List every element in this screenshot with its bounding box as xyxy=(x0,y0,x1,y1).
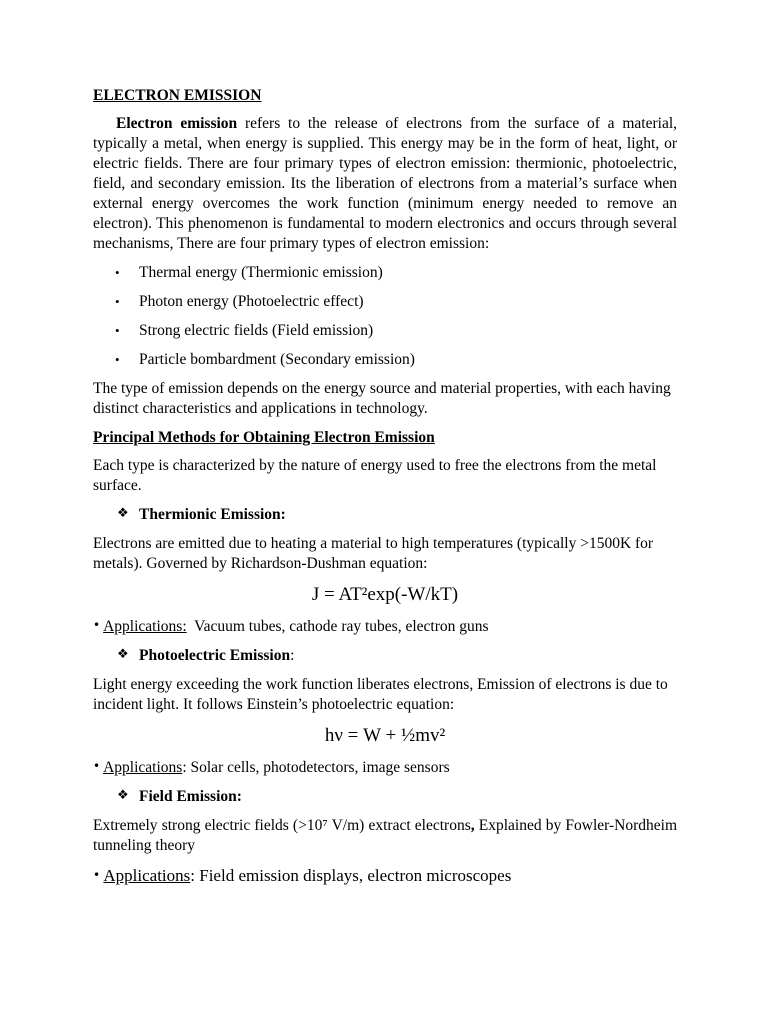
document-title: ELECTRON EMISSION xyxy=(93,87,262,104)
diamond-bullet-icon: ❖ xyxy=(117,788,129,803)
bullet-icon: • xyxy=(93,618,101,632)
photoelectric-heading: ❖ Photoelectric Emission: xyxy=(117,647,295,664)
thermionic-heading: ❖ Thermionic Emission: xyxy=(117,506,286,523)
list-item: • Strong electric fields (Field emission) xyxy=(115,322,374,339)
list-item: • Photon energy (Photoelectric effect) xyxy=(115,293,364,310)
document-body xyxy=(93,86,677,895)
diamond-bullet-icon: ❖ xyxy=(117,506,129,521)
summary-paragraph: The type of emission depends on the energy source and material properties, with each having distinct characteristics and applications in technology. xyxy=(93,380,671,417)
photoelectric-applications: • Applications: Solar cells, photodetectors, image sensors xyxy=(93,759,450,776)
bullet-icon: • xyxy=(115,294,120,309)
diamond-bullet-icon: ❖ xyxy=(117,647,129,662)
list-item: • Thermal energy (Thermionic emission) xyxy=(115,264,383,281)
field-heading: ❖ Field Emission: xyxy=(117,788,242,805)
intro-paragraph xyxy=(93,114,677,254)
field-applications: • Applications: Field emission displays, electron microscopes xyxy=(93,866,512,885)
emission-types-list xyxy=(93,263,677,370)
list-item: • Particle bombardment (Secondary emission) xyxy=(115,351,415,368)
bullet-icon: • xyxy=(93,759,101,773)
bullet-icon: • xyxy=(115,265,120,280)
bullet-icon: • xyxy=(115,352,120,367)
methods-heading: Principal Methods for Obtaining Electron Emission xyxy=(93,429,435,446)
thermionic-text: Electrons are emitted due to heating a material to high temperatures (typically >1500K for metals). Governed by Richardson-Dushman equation: xyxy=(93,535,654,572)
methods-intro: Each type is characterized by the nature of energy used to free the electrons from the metal surface. xyxy=(93,457,657,494)
intro-text: refers to the release of electrons from the surface of a material, typically a metal, when energy is supplied. This energy may be in the form of heat, light, or electric fields. There are four primary types of electron emission: thermionic, photoelectric, field, and secondary emission. Its the liberation of electrons from a material’s surface when external energy overcomes the work function (minimum energy needed to remove an electron). This phenomenon is fundamental to modern electronics and occurs through several mechanisms, There are four primary types of electron emission: xyxy=(93,115,678,252)
applications-label: Applications: xyxy=(103,618,187,635)
bullet-icon: • xyxy=(93,868,101,882)
intro-bold-term: Electron emission xyxy=(116,115,238,132)
einstein-photoelectric-equation: hν = W + ½mv² xyxy=(324,725,446,746)
applications-label: Applications xyxy=(103,866,191,885)
richardson-dushman-equation: J = AT²exp(-W/kT) xyxy=(311,584,459,605)
thermionic-applications: • Applications: Vacuum tubes, cathode ray tubes, electron guns xyxy=(93,618,489,635)
field-text: Extremely strong electric fields (>10⁷ V/m) extract electrons, Explained by Fowler-Nordheim tunneling theory xyxy=(93,817,678,854)
applications-label: Applications xyxy=(103,759,183,776)
bullet-icon: • xyxy=(115,323,120,338)
photoelectric-text: Light energy exceeding the work function liberates electrons, Emission of electrons is due to incident light. It follows Einstein’s photoelectric equation: xyxy=(93,676,668,713)
